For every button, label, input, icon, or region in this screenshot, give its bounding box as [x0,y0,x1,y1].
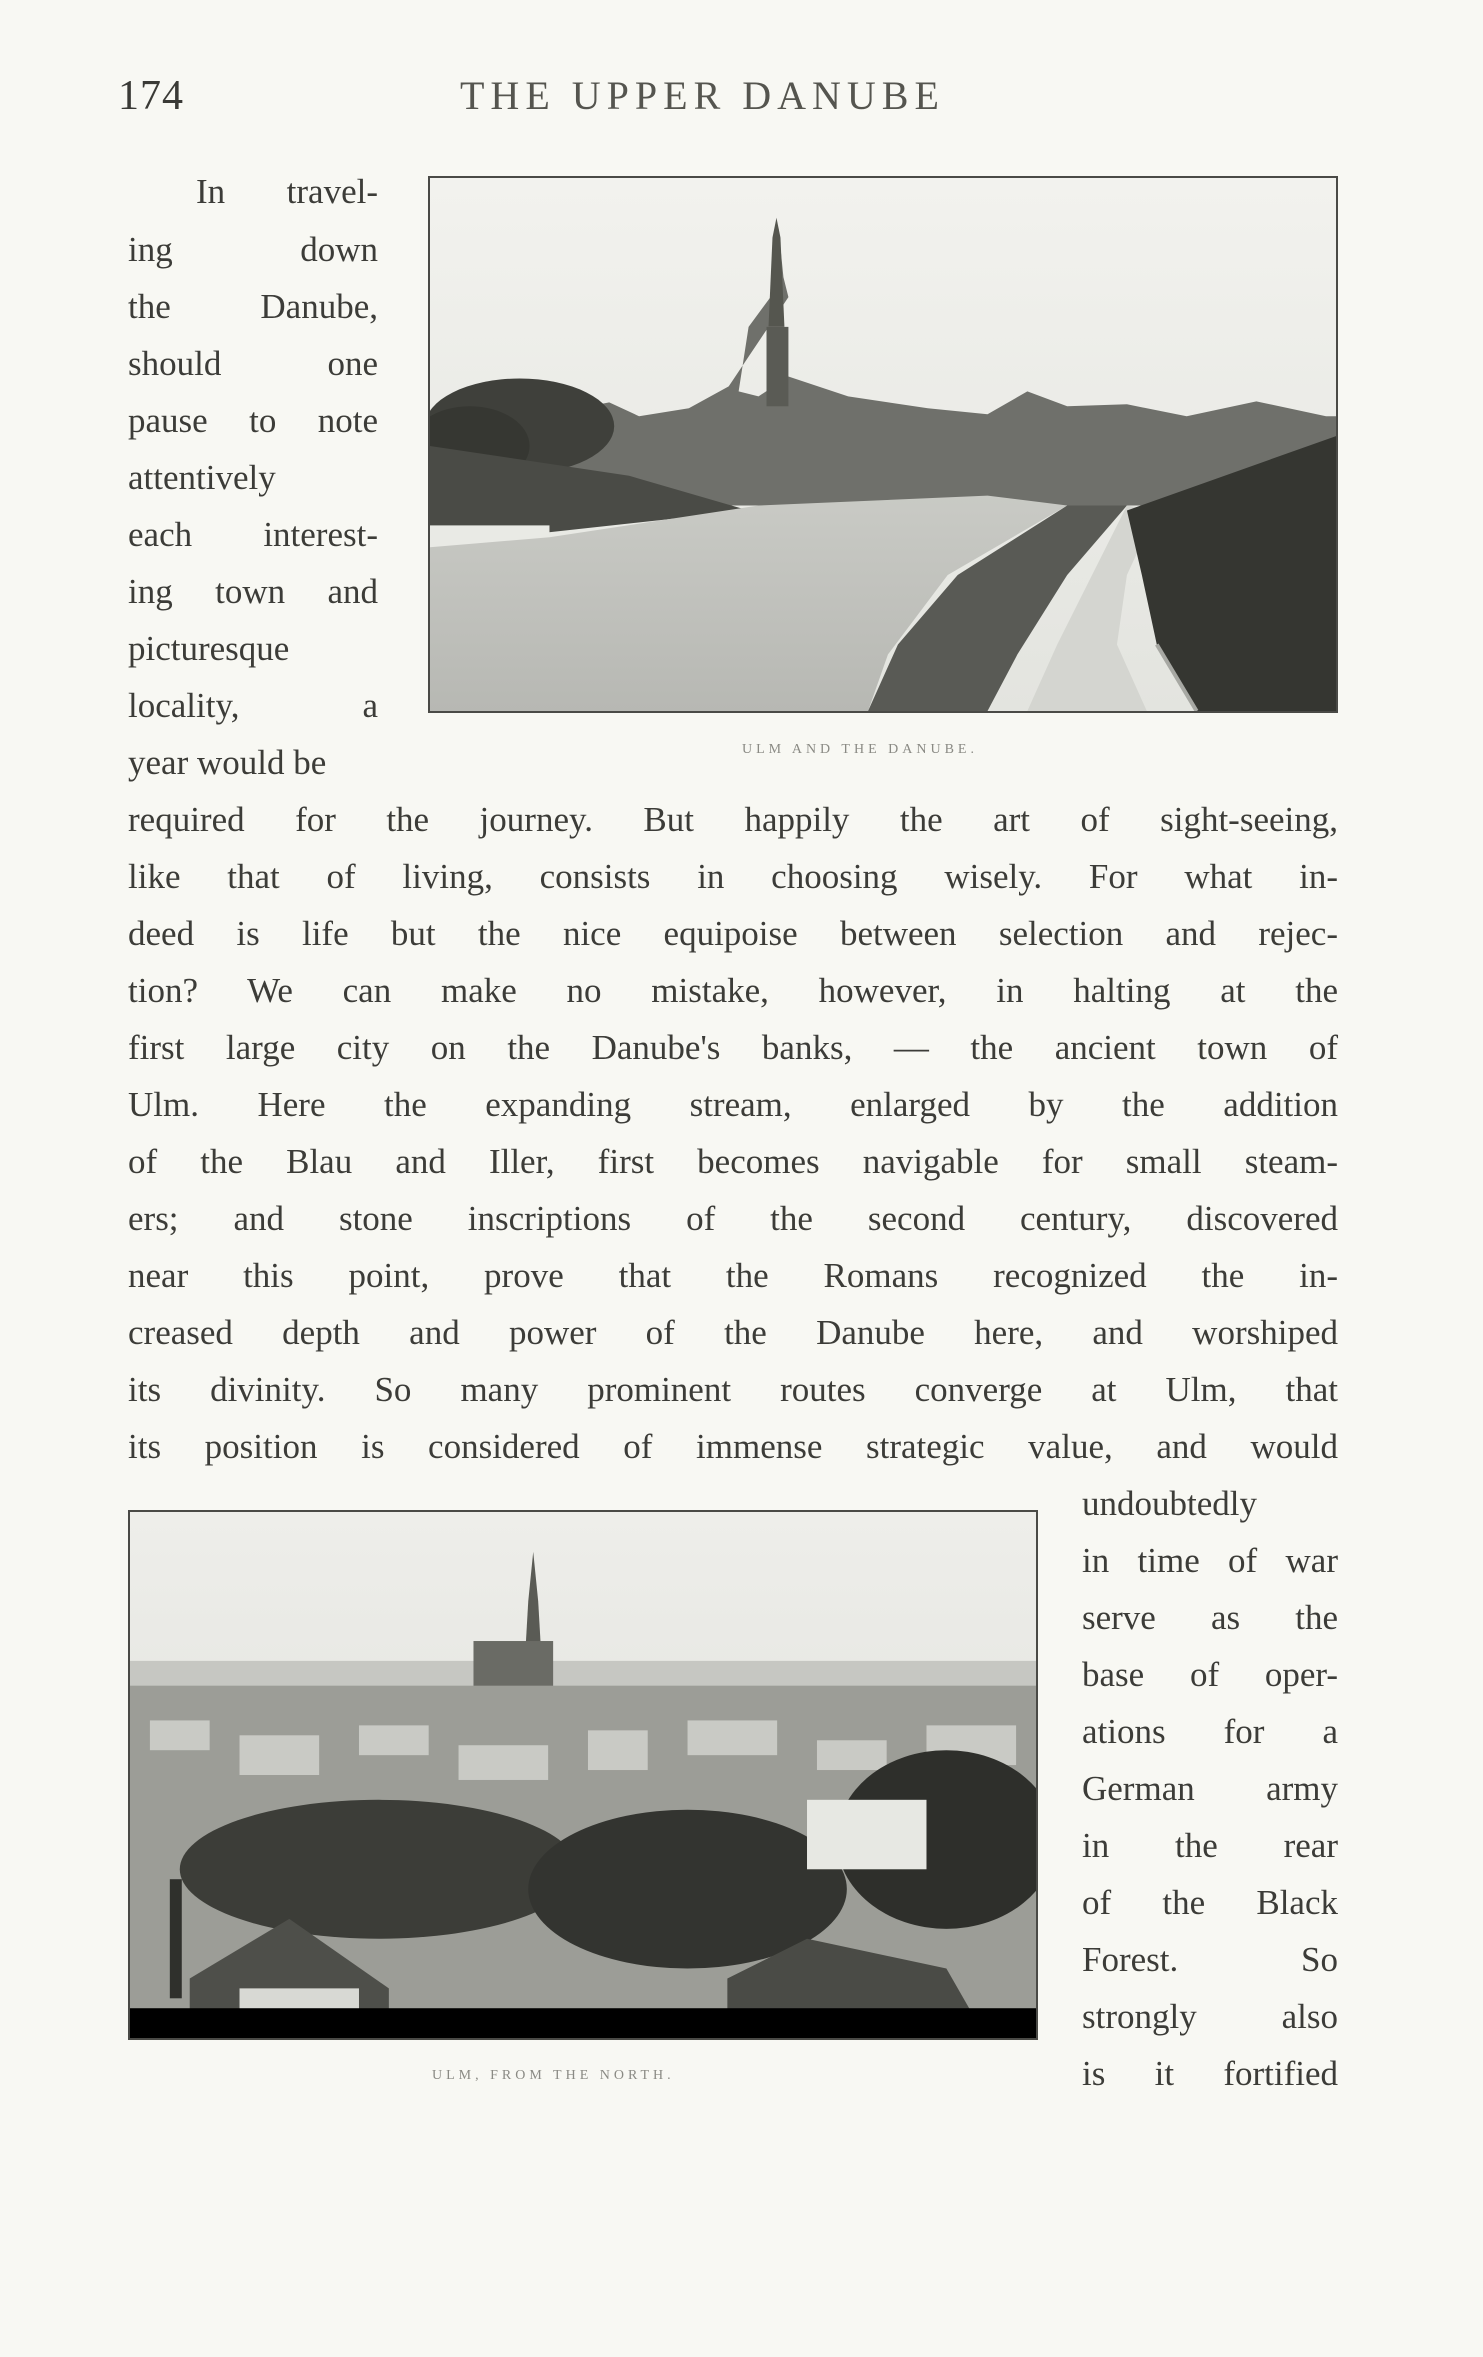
text-line: in time of war [1082,1541,1338,1580]
figure-ulm-from-north [128,1510,1038,2040]
text-line: of the Blau and Iller, first becomes navigable for small steam- [128,1142,1338,1181]
text-line: its position is considered of immense strategic value, and would [128,1427,1338,1466]
text-line: deed is life but the nice equipoise between selection and rejec- [128,914,1338,953]
text-line: German army [1082,1769,1338,1808]
text-line: like that of living, consists in choosing wisely. For what in- [128,857,1338,896]
text-line: attentively [128,458,276,497]
river-photo [430,178,1336,711]
text-line: ers; and stone inscriptions of the second century, discovered [128,1199,1338,1238]
text-line: tion? We can make no mistake, however, in halting at the [128,971,1338,1010]
text-line: the Danube, [128,287,378,326]
text-line: ing town and [128,572,378,611]
text-line: serve as the [1082,1598,1338,1637]
text-line: ing down [128,230,378,269]
text-line: ations for a [1082,1712,1338,1751]
figure-caption: ULM, FROM THE NORTH. [432,2068,675,2083]
text-line: Ulm. Here the expanding stream, enlarged by the addition [128,1085,1338,1124]
text-line: required for the journey. But happily the art of sight-seeing, [128,800,1338,839]
text-line: strongly also [1082,1997,1338,2036]
figure-caption: ULM AND THE DANUBE. [742,742,978,757]
text-line: pause to note [128,401,378,440]
figure-ulm-and-danube [428,176,1338,713]
text-line: locality, a [128,686,378,725]
city-photo [130,1512,1036,2038]
text-line: Forest. So [1082,1940,1338,1979]
running-head: THE UPPER DANUBE [460,73,945,118]
text-line: first large city on the Danube's banks, — the ancient town of [128,1028,1338,1067]
text-line: picturesque [128,629,290,668]
text-line: should one [128,344,378,383]
text-line: undoubtedly [1082,1484,1257,1523]
page-number: 174 [118,73,184,119]
text-line: creased depth and power of the Danube here, and worshiped [128,1313,1338,1352]
text-line: In travel- [196,172,378,211]
text-line: base of oper- [1082,1655,1338,1694]
text-line: of the Black [1082,1883,1338,1922]
text-line: near this point, prove that the Romans recognized the in- [128,1256,1338,1295]
text-line: year would be [128,743,327,782]
text-line: its divinity. So many prominent routes converge at Ulm, that [128,1370,1338,1409]
text-line: is it fortified [1082,2054,1338,2093]
text-line: each interest- [128,515,378,554]
text-line: in the rear [1082,1826,1338,1865]
